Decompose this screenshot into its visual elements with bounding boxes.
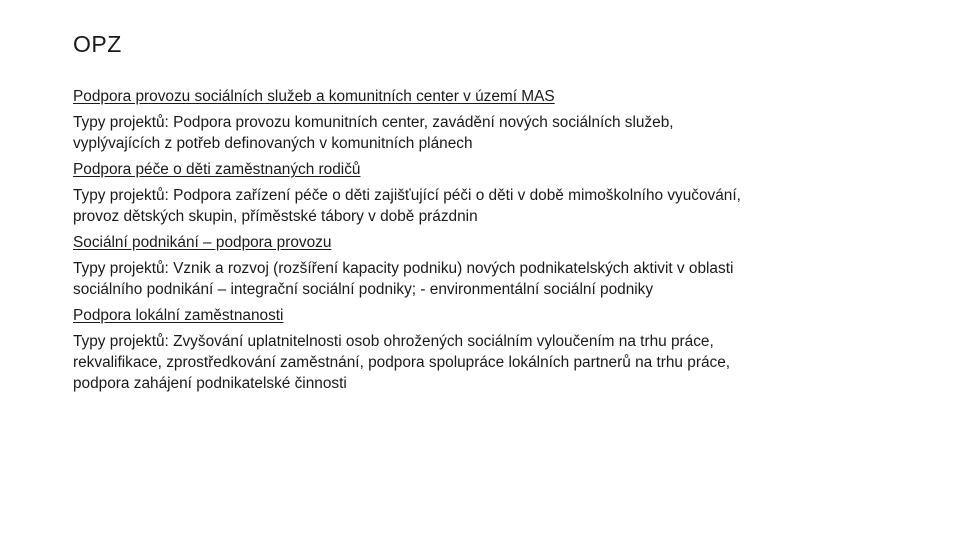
- section-heading: Podpora lokální zaměstnanosti: [73, 307, 284, 324]
- description-line: provoz dětských skupin, příměstské tábory v době prázdnin: [73, 208, 478, 225]
- section-heading: Podpora provozu sociálních služeb a komunitních center v území MAS: [73, 88, 555, 105]
- slide-title: OPZ: [73, 31, 122, 57]
- description-line: podpora zahájení podnikatelské činnosti: [73, 375, 347, 392]
- section-description: [73, 185, 893, 227]
- description-line: rekvalifikace, zprostředkování zaměstnání, podpora spolupráce lokálních partnerů na trhu práce,: [73, 354, 731, 371]
- section-description: [73, 331, 893, 394]
- description-line: Typy projektů: Podpora provozu komunitních center, zavádění nových sociálních služeb,: [73, 114, 674, 131]
- description-line: Typy projektů: Podpora zařízení péče o děti zajišťující péči o děti v době mimoškolního vyučování,: [73, 187, 741, 204]
- description-line: vyplývajících z potřeb definovaných v komunitních plánech: [73, 135, 473, 152]
- section-childcare: [73, 159, 893, 227]
- description-line: Typy projektů: Zvyšování uplatnitelnosti osob ohrožených sociálním vyloučením na trhu práce,: [73, 333, 714, 350]
- description-line: Typy projektů: Vznik a rozvoj (rozšíření kapacity podniku) nových podnikatelských aktivit v oblasti: [73, 260, 734, 277]
- section-description: [73, 258, 893, 300]
- section-heading: Sociální podnikání – podpora provozu: [73, 234, 332, 251]
- slide-content: [73, 86, 893, 399]
- description-line: sociálního podnikání – integrační sociální podniky; - environmentální sociální podniky: [73, 281, 654, 298]
- section-social-services: [73, 86, 893, 154]
- section-description: [73, 112, 893, 154]
- section-heading: Podpora péče o děti zaměstnaných rodičů: [73, 161, 361, 178]
- section-local-employment: [73, 305, 893, 394]
- section-social-entrepreneurship: [73, 232, 893, 300]
